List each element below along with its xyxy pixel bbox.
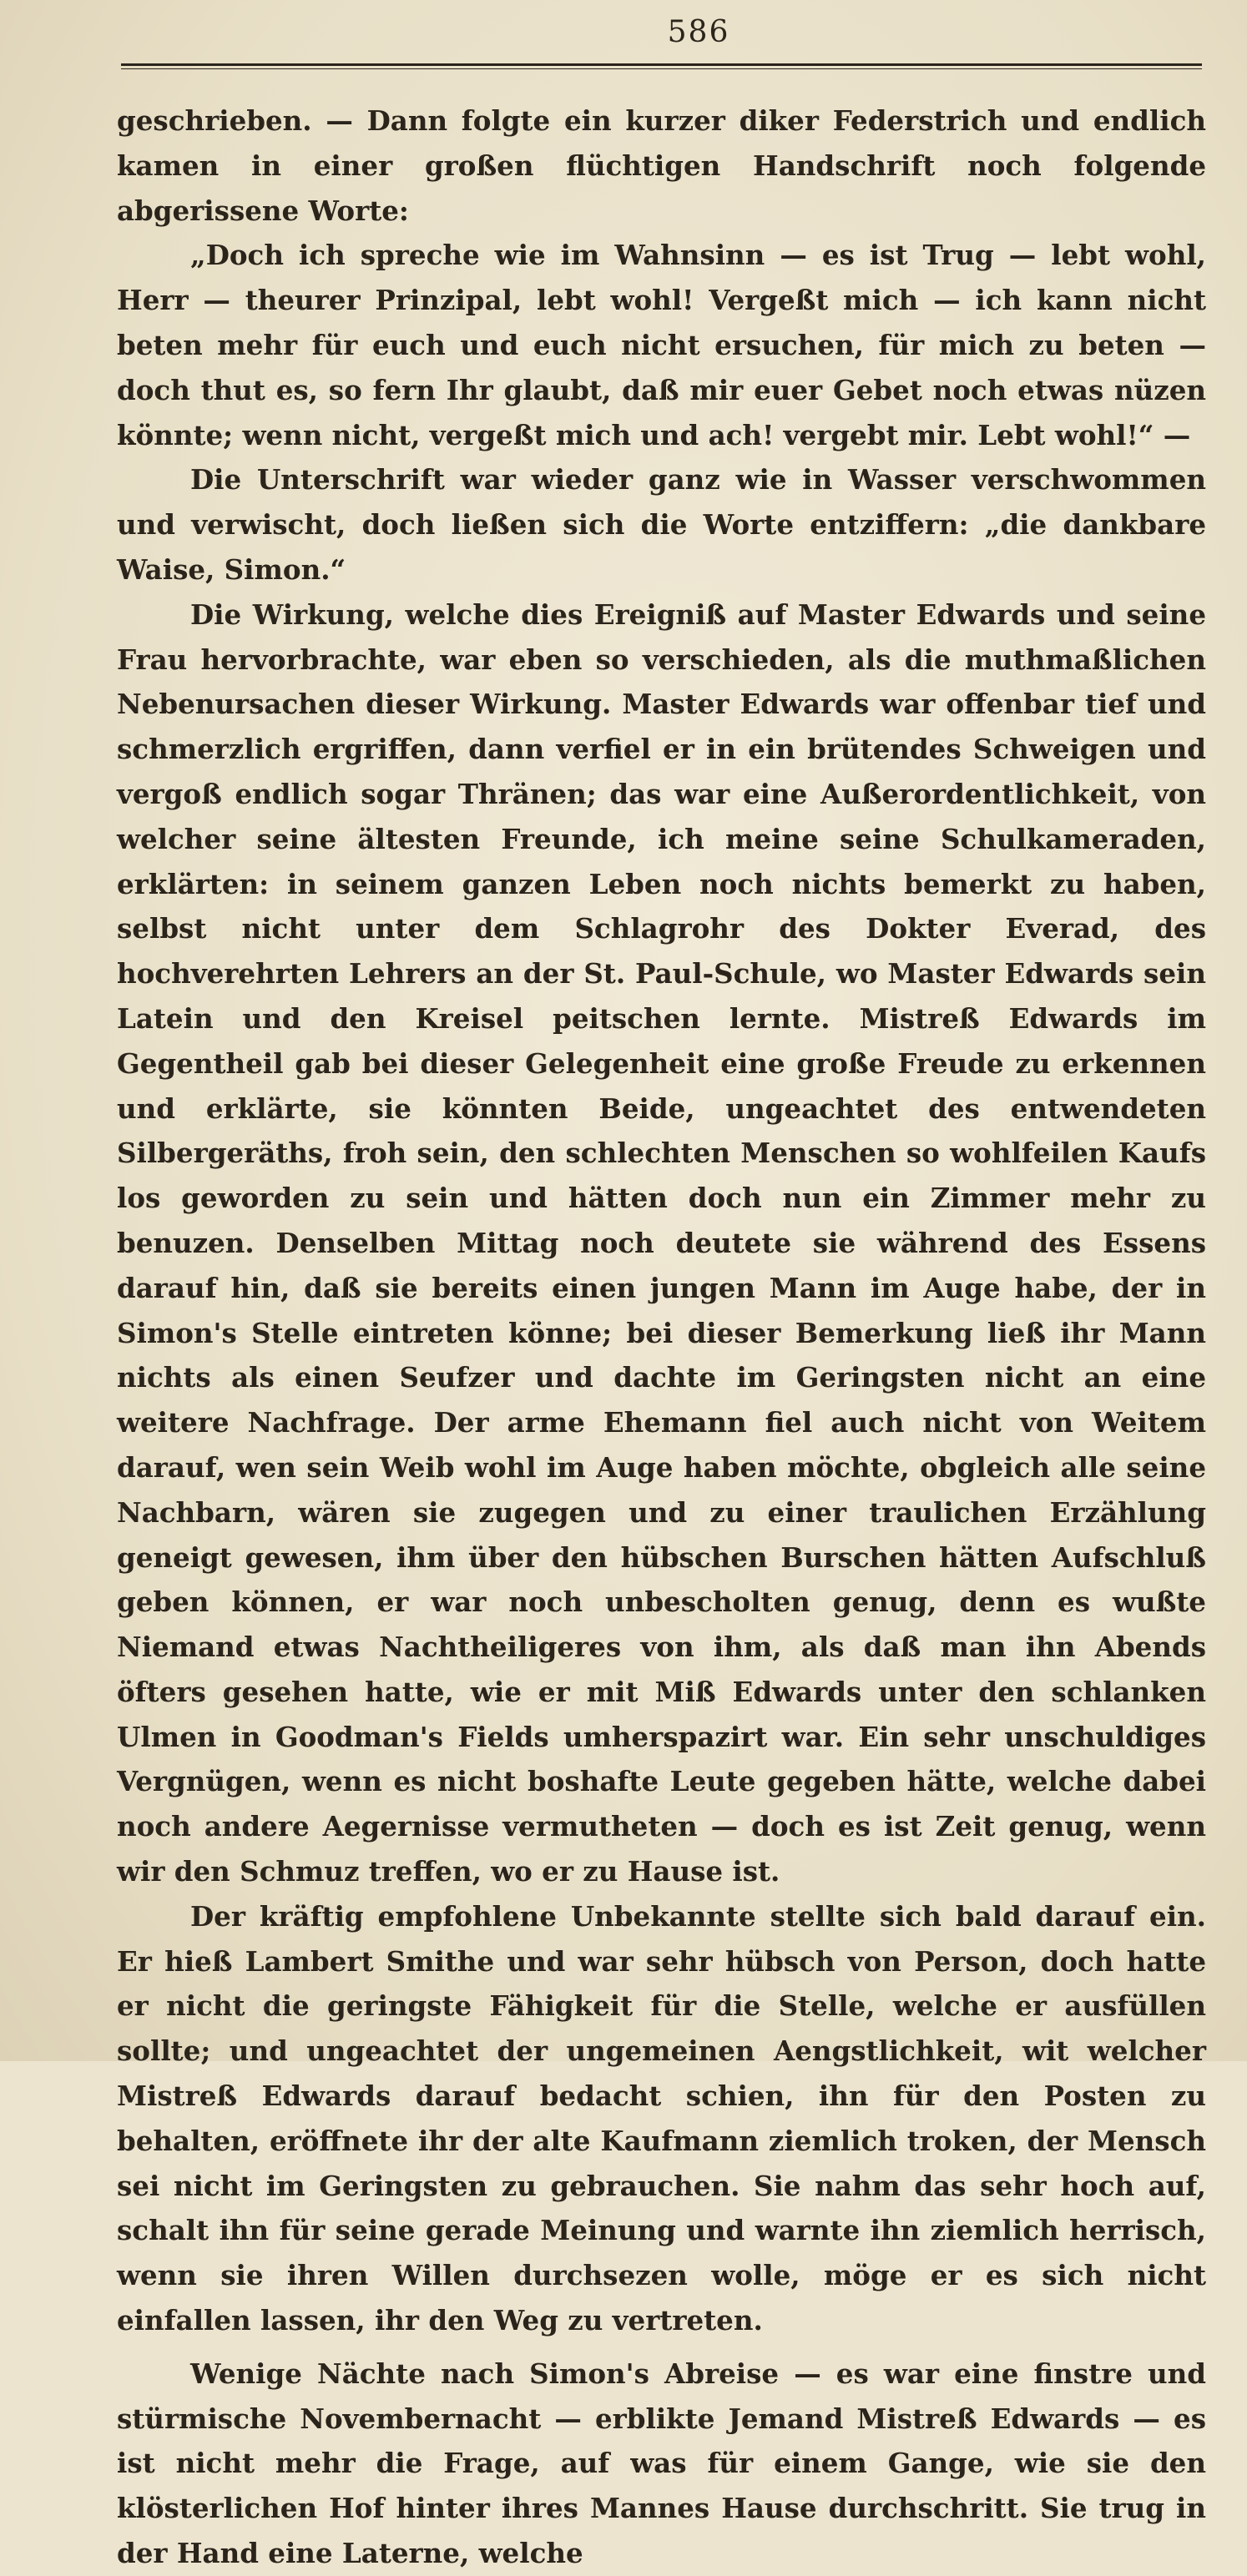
header-rule: [121, 63, 1202, 66]
paragraph-effect: Die Wirkung, welche dies Ereigniß auf Master Edwards und seine Frau hervorbrachte, war eben so verschieden, als die muthmaßlichen Nebenursachen dieser Wirkung. Master Edwards war offenbar tief und schmerzlich ergriffen, dann verfiel er in ein brütendes Schweigen und vergoß endlich sogar Thränen; das war eine Außerordentlichkeit, von welcher seine ältesten Freunde, ich meine seine Schulkameraden, erklärten: in seinem ganzen Leben noch nichts bemerkt zu haben, selbst nicht unter dem Schlagrohr des Dokter Everad, des hochverehrten Lehrers an der St. Paul-Schule, wo Master Edwards sein Latein und den Kreisel peitschen lernte. Mistreß Edwards im Gegentheil gab bei dieser Gelegenheit eine große Freude zu erkennen und erklärte, sie könnten Beide, ungeachtet des entwendeten Silbergeräths, froh sein, den schlechten Menschen so wohlfeilen Kaufs los geworden zu sein und hätten doch nun ein Zimmer mehr zu benuzen. Denselben Mittag noch deutete sie während des Essens darauf hin, daß sie bereits einen jungen Mann im Auge habe, der in Simon's Stelle eintreten könne; bei dieser Bemerkung ließ ihr Mann nichts als einen Seufzer und dachte im Geringsten nicht an eine weitere Nachfrage. Der arme Ehemann fiel auch nicht von Weitem darauf, wen sein Weib wohl im Auge haben möchte, obgleich alle seine Nachbarn, wären sie zugegen und zu einer traulichen Erzählung geneigt gewesen, ihm über den hübschen Burschen hätten Aufschluß geben können, er war noch unbescholten genug, denn es wußte Niemand etwas Nachtheiligeres von ihm, als daß man ihn Abends öfters gesehen hatte, wie er mit Miß Edwards unter den schlanken Ulmen in Goodman's Fields umherspazirt war. Ein sehr unschuldiges Vergnügen, wenn es nicht boshafte Leute gegeben hätte, welche dabei noch andere Aegernisse vermutheten — doch es ist Zeit genug, wenn wir den Schmuz treffen, wo er zu Hause ist.: [117, 597, 1206, 1888]
paragraph-november-night: Wenige Nächte nach Simon's Abreise — es war eine finstre und stürmische Novembernacht — erblikte Jemand Mistreß Edwards — es ist nicht mehr die Frage, auf was für einem Gange, wie sie den klösterlichen Hof hinter ihres Mannes Hause durchschritt. Sie trug in der Hand eine Laterne, welche: [117, 2357, 1206, 2570]
paragraph-letter-quote: „Doch ich spreche wie im Wahnsinn — es ist Trug — lebt wohl, Herr — theurer Prinzipal, lebt wohl! Vergeßt mich — ich kann nicht beten mehr für euch und euch nicht ersuchen, für mich zu beten — doch thut es, so fern Ihr glaubt, daß mir euer Gebet noch etwas nüzen könnte; wenn nicht, vergeßt mich und ach! vergebt mir. Lebt wohl!“ —: [117, 239, 1206, 451]
header-rule-thin: [121, 68, 1202, 69]
paragraph-lambert-smithe: Der kräftig empfohlene Unbekannte stellte sich bald darauf ein. Er hieß Lambert Smithe und war sehr hübsch von Person, doch hatte er nicht die geringste Fähigkeit für die Stelle, welche er ausfüllen sollte; und ungeachtet der ungemeinen Aengstlichkeit, wit welcher Mistreß Edwards darauf bedacht schien, ihn für den Posten zu behalten, eröffnete ihr der alte Kaufmann ziemlich troken, der Mensch sei nicht im Geringsten zu gebrauchen. Sie nahm das sehr hoch auf, schalt ihn für seine gerade Meinung und warnte ihn ziemlich herrisch, wenn sie ihren Willen durchsezen wolle, möge er es sich nicht einfallen lassen, ihr den Weg zu vertreten.: [117, 1899, 1206, 2337]
paragraph-continuation: geschrieben. — Dann folgte ein kurzer diker Federstrich und endlich kamen in einer großen flüchtigen Handschrift noch folgende abgerissene Worte:: [117, 104, 1206, 227]
page-number: 586: [667, 15, 730, 49]
body-text: [117, 98, 1206, 2576]
paragraph-signature: Die Unterschrift war wieder ganz wie in Wasser verschwommen und verwischt, doch ließen sich die Worte entziffern: „die dankbare Waise, Simon.“: [117, 463, 1206, 586]
